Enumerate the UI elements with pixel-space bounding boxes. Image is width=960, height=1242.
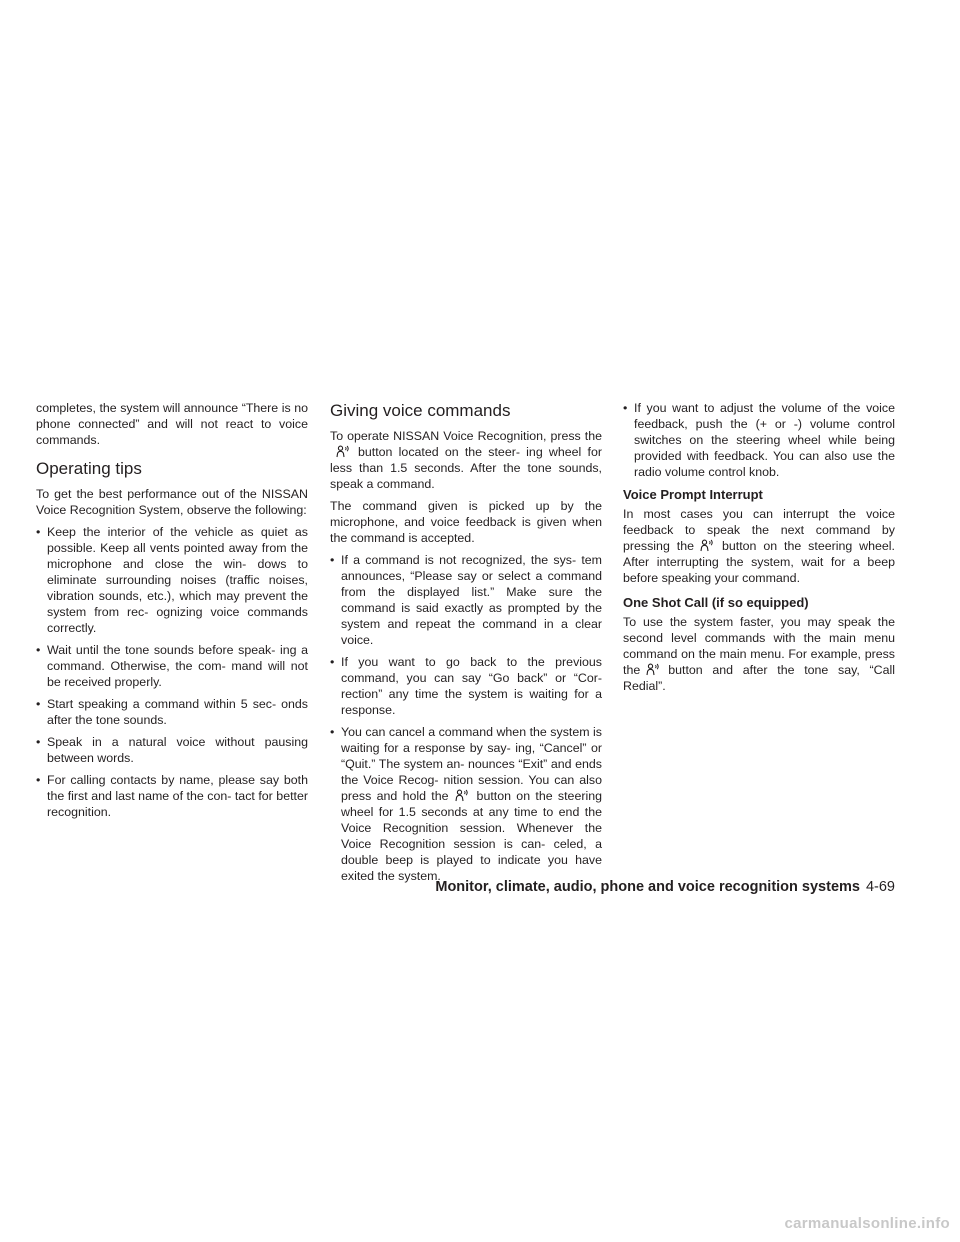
list-item	[330, 724, 602, 884]
subheading-one-shot-call: One Shot Call (if so equipped)	[623, 595, 809, 610]
voice-talk-icon	[330, 445, 358, 458]
text-span: In most cases you can interrupt the voice feedback to speak the next command by pressing the	[623, 507, 895, 553]
column-left	[36, 400, 308, 826]
heading-operating-tips: Operating tips	[36, 459, 142, 478]
list-item: • Start speaking a command within 5 sec- onds after the tone sounds.	[36, 696, 308, 728]
footer-section-title: Monitor, climate, audio, phone and voice recognition systems	[435, 879, 860, 895]
page-number: 4-69	[865, 879, 895, 895]
operating-tips-list	[36, 524, 308, 820]
intro-paragraph: completes, the system will announce “There is no phone connected” and will not react to voice commands.	[36, 401, 308, 447]
voice-talk-icon	[449, 789, 477, 802]
list-item: • Wait until the tone sounds before speak- ing a command. Otherwise, the com- mand will not be received properly.	[36, 642, 308, 690]
list-item: • Keep the interior of the vehicle as quiet as possible. Keep all vents pointed away from the microphone and close the win- dows to eliminate surrounding noises (traffic noises, vibration sounds, etc.), which may prevent the system from rec- ognizing voice commands correctly.	[36, 524, 308, 636]
text-span: To operate NISSAN Voice Recognition, press the	[330, 429, 602, 443]
text-span: button on the steering wheel for 1.5 seconds at any time to end the Voice Recognition session. Whenever the Voice Recognition session is can- celed, a double beep is played to indicate you have exited the system.	[341, 789, 602, 883]
watermark: carmanualsonline.info	[784, 1215, 950, 1232]
voice-commands-paragraph-1	[330, 428, 602, 492]
text-span: button and after the tone say, “Call Redial”.	[623, 663, 895, 693]
subheading-voice-prompt-interrupt: Voice Prompt Interrupt	[623, 487, 763, 502]
list-item: • Speak in a natural voice without pausing between words.	[36, 734, 308, 766]
text-span: button on the steering wheel. After interrupting the system, wait for a beep before speaking your command.	[623, 539, 895, 585]
list-item: • If a command is not recognized, the sys- tem announces, “Please say or select a command from the displayed list.” Make sure the command is said exactly as prompted by the system and repeat the command in a clear voice.	[330, 552, 602, 648]
voice-prompt-interrupt-paragraph	[623, 506, 895, 586]
page-footer	[435, 878, 895, 896]
volume-list	[623, 400, 895, 480]
one-shot-call-paragraph	[623, 614, 895, 694]
voice-talk-icon	[694, 539, 722, 552]
column-right	[623, 400, 895, 700]
text-span: To use the system faster, you may speak the second level commands with the main menu command on the main menu. For example, press the	[623, 615, 895, 677]
voice-talk-icon	[640, 663, 668, 676]
text-span: button located on the steer- ing wheel for less than 1.5 seconds. After the tone sounds, speak a command.	[330, 445, 602, 491]
voice-commands-list	[330, 552, 602, 884]
list-item: • If you want to go back to the previous command, you can say “Go back” or “Cor- rection” any time the system is waiting for a response.	[330, 654, 602, 718]
column-middle	[330, 400, 602, 890]
heading-giving-voice-commands: Giving voice commands	[330, 401, 511, 420]
operating-tips-paragraph: To get the best performance out of the NISSAN Voice Recognition System, observe the following:	[36, 487, 308, 517]
voice-commands-paragraph-2: The command given is picked up by the microphone, and voice feedback is given when the command is accepted.	[330, 499, 602, 545]
text-span: You can cancel a command when the system is waiting for a response by say- ing, “Cancel” or “Quit.” The system an- nounces “Exit” and ends the Voice Recog- nition session. You can also press and hold the	[341, 725, 602, 803]
list-item: • If you want to adjust the volume of the voice feedback, push the (+ or -) volume control switches on the steering wheel while being provided with feedback. You can also use the radio volume control knob.	[623, 400, 895, 480]
list-item: • For calling contacts by name, please say both the first and last name of the con- tact for better recognition.	[36, 772, 308, 820]
